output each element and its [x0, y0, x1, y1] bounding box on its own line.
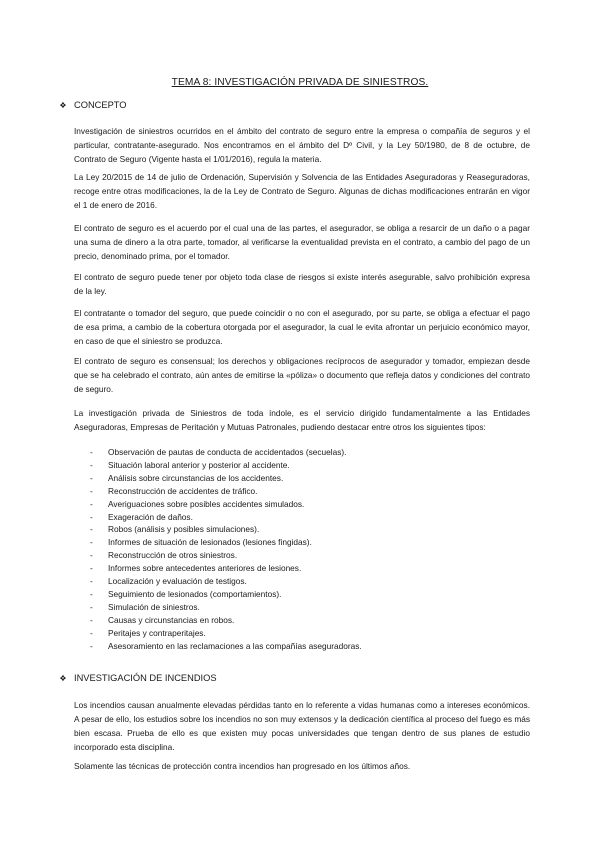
page-title: TEMA 8: INVESTIGACIÓN PRIVADA DE SINIESTROS. [171, 77, 429, 88]
paragraph: Los incendios causan anualmente elevadas pérdidas tanto en lo referente a vidas humanas como a intereses económicos. A pesar de ello, los estudios sobre los incendios no son muy extensos y la dedicación científica al proceso del fuego es más bien escasa. Prueba de ello es que existen muy pocas universidades que tengan dentro de sus planes de estudio incorporado esta disciplina. [74, 700, 530, 752]
list-item: - Exageración de daños. [90, 511, 193, 522]
paragraph: El contratante o tomador del seguro, que puede coincidir o no con el asegurado, por su parte, se obliga a efectuar el pago de esa prima, a cambio de la cobertura otorgada por el asegurador, la cual le evita afrontar un perjuicio económico mayor, en caso de que el siniestro se produzca. [74, 308, 530, 346]
paragraph: La Ley 20/2015 de 14 de julio de Ordenación, Supervisión y Solvencia de las Entidades Aseguradoras y Reaseguradoras, recoge entre otras modificaciones, la de la Ley de Contrato de Seguro. Algunas de dichas modificaciones entrarán en vigor el 1 de enero de 2016. [74, 172, 530, 210]
list-item: - Robos (análisis y posibles simulaciones). [90, 524, 260, 535]
list-item: - Averiguaciones sobre posibles accidentes simulados. [90, 498, 305, 509]
paragraph: Investigación de siniestros ocurridos en el ámbito del contrato de seguro entre la empresa o compañía de seguros y el particular, contratante-asegurado. Nos encontramos en el ámbito del Dº Civil, y la Ley 50/1980, de 8 de octubre, de Contrato de Seguro (Vigente hasta el 1/01/2016), regula la materia. [74, 126, 530, 164]
diamond-bullet-icon: ❖ [59, 100, 67, 110]
list-item: - Reconstrucción de accidentes de tráfico. [90, 485, 258, 496]
paragraph: El contrato de seguro puede tener por objeto toda clase de riesgos si existe interés asegurable, salvo prohibición expresa de la ley. [74, 272, 530, 296]
list-item: - Causas y circunstancias en robos. [90, 614, 235, 625]
list-item: - Simulación de siniestros. [90, 601, 200, 612]
list-item: - Localización y evaluación de testigos. [90, 576, 247, 587]
section-heading-label: INVESTIGACIÓN DE INCENDIOS [74, 673, 217, 683]
list-item: - Informes de situación de lesionados (lesiones fingidas). [90, 537, 312, 548]
list-item: - Situación laboral anterior y posterior al accidente. [90, 459, 290, 470]
paragraph: El contrato de seguro es el acuerdo por el cual una de las partes, el asegurador, se obliga a resarcir de un daño o a pagar una suma de dinero a la otra parte, tomador, al verificarse la eventualidad prevista en el contrato, a cambio del pago de un precio, denominado prima, por el tomador. [74, 223, 530, 261]
list-item: - Reconstrucción de otros siniestros. [90, 550, 238, 561]
list-item: - Seguimiento de lesionados (comportamientos). [90, 588, 282, 599]
investigation-types-list [74, 446, 362, 653]
list-item: - Análisis sobre circunstancias de los accidentes. [90, 472, 284, 483]
list-item: - Asesoramiento en las reclamaciones a las compañías aseguradoras. [90, 640, 362, 651]
list-item: - Informes sobre antecedentes anteriores de lesiones. [90, 563, 302, 574]
section-heading-concepto [58, 100, 127, 110]
list-item: - Observación de pautas de conducta de accidentados (secuelas). [90, 447, 347, 457]
section-heading-label: CONCEPTO [74, 100, 127, 110]
section-heading-incendios [58, 673, 217, 683]
diamond-bullet-icon: ❖ [59, 673, 67, 683]
paragraph: La investigación privada de Siniestros de toda índole, es el servicio dirigido fundamentalmente a las Entidades Aseguradoras, Empresas de Peritación y Mutuas Patronales, pudiendo destacar entre otros los siguientes tipos: [74, 408, 530, 432]
paragraph: El contrato de seguro es consensual; los derechos y obligaciones recíprocos de asegurador y tomador, empiezan desde que se ha celebrado el contrato, aún antes de emitirse la «póliza» o documento que refleja datos y condiciones del contrato de seguro. [74, 356, 530, 394]
list-item: - Peritajes y contraperitajes. [90, 627, 206, 638]
paragraph: Solamente las técnicas de protección contra incendios han progresado en los últimos años. [74, 761, 411, 771]
